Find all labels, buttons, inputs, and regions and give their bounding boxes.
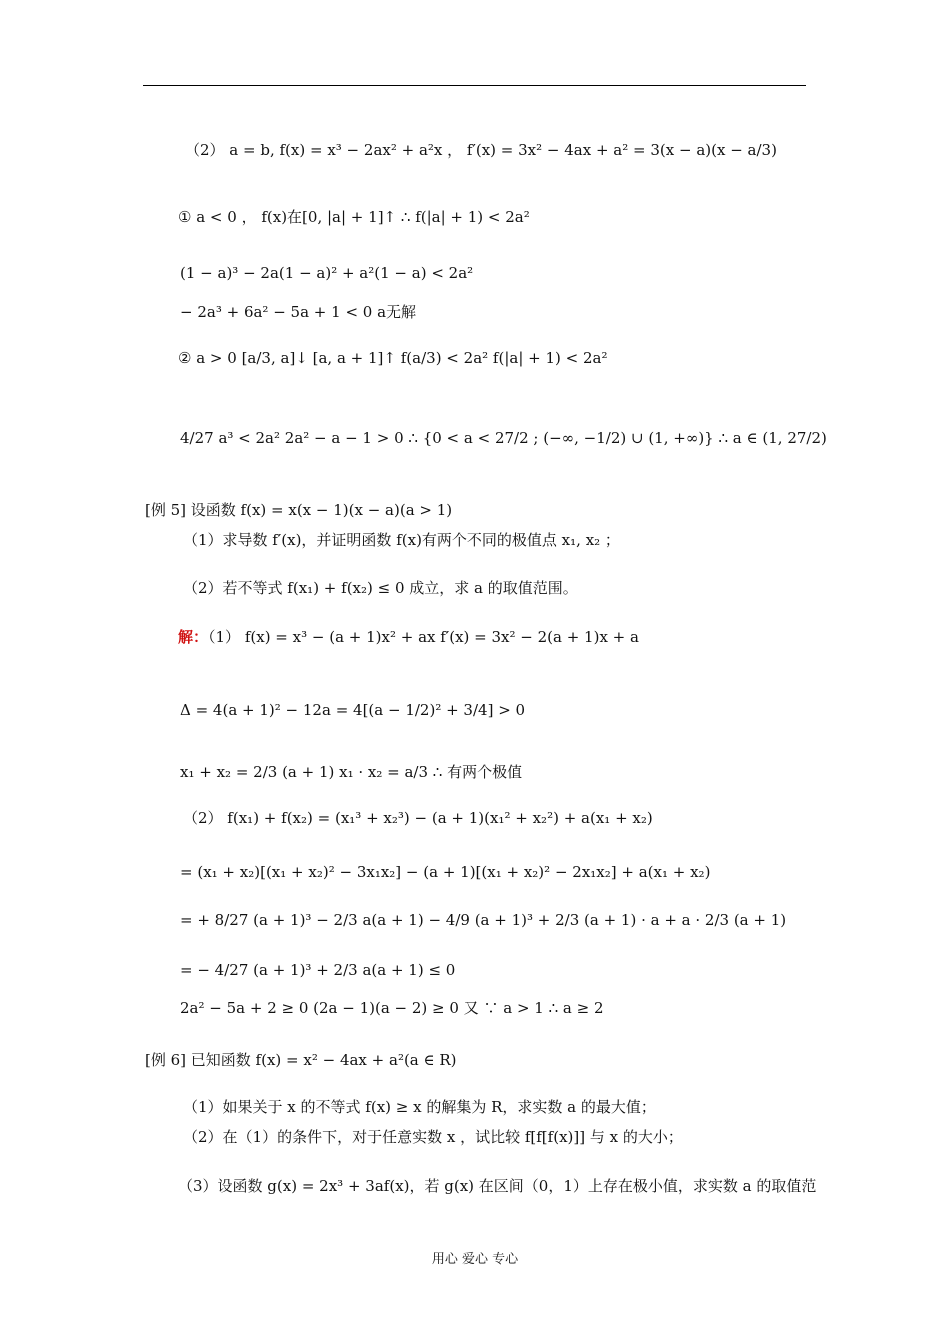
- solution-label: 解：: [178, 628, 209, 646]
- doc-line-text: （2） a = b, f(x) = x³ − 2ax² + a²x ， f′(x) = 3x² − 4ax + a² = 3(x − a)(x − a/3): [185, 141, 777, 159]
- doc-line: [145, 500, 452, 520]
- doc-line: [180, 302, 416, 322]
- doc-line: [145, 1050, 457, 1070]
- doc-line-text: x₁ + x₂ = 2/3 (a + 1) x₁ · x₂ = a/3 ∴ 有两个极值: [180, 763, 523, 781]
- doc-line-text: （1）求导数 f′(x)，并证明函数 f(x)有两个不同的极值点 x₁, x₂ ；: [183, 531, 620, 549]
- doc-line: [183, 1097, 656, 1117]
- doc-line-text: （2） f(x₁) + f(x₂) = (x₁³ + x₂³) − (a + 1)(x₁² + x₂²) + a(x₁ + x₂): [183, 809, 653, 827]
- doc-line: [178, 627, 639, 647]
- doc-line: [178, 207, 530, 227]
- doc-line-text: (1 − a)³ − 2a(1 − a)² + a²(1 − a) < 2a²: [180, 264, 474, 282]
- doc-line-text: = − 4/27 (a + 1)³ + 2/3 a(a + 1) ≤ 0: [180, 961, 456, 979]
- doc-line-text: = + 8/27 (a + 1)³ − 2/3 a(a + 1) − 4/9 (a + 1)³ + 2/3 (a + 1) · a + a · 2/3 (a + 1): [180, 911, 787, 929]
- doc-line: [180, 762, 522, 782]
- doc-line-text: − 2a³ + 6a² − 5a + 1 < 0 a无解: [180, 303, 417, 321]
- doc-line: [178, 348, 607, 368]
- doc-line-text: = (x₁ + x₂)[(x₁ + x₂)² − 3x₁x₂] − (a + 1)[(x₁ + x₂)² − 2x₁x₂] + a(x₁ + x₂): [180, 863, 711, 881]
- doc-line-text: （2）若不等式 f(x₁) + f(x₂) ≤ 0 成立，求 a 的取值范围。: [183, 579, 578, 597]
- doc-line-text: 4/27 a³ < 2a² 2a² − a − 1 > 0 ∴ {0 < a < 27/2 ; (−∞, −1/2) ∪ (1, +∞)} ∴ a ∈ (1, 27/2): [180, 429, 827, 447]
- doc-line: [180, 910, 786, 930]
- doc-line: [180, 998, 604, 1018]
- doc-line-text: ② a > 0 [a/3, a]↓ [a, a + 1]↑ f(a/3) < 2a² f(|a| + 1) < 2a²: [178, 349, 608, 367]
- doc-line-text: [例 5] 设函数 f(x) = x(x − 1)(x − a)(a > 1): [145, 501, 453, 519]
- doc-line: [180, 862, 710, 882]
- doc-line-text: （3）设函数 g(x) = 2x³ + 3af(x)，若 g(x) 在区间（0，1）上存在极小值，求实数 a 的取值范: [178, 1177, 817, 1195]
- doc-line: [183, 1127, 683, 1147]
- doc-line: [178, 1176, 816, 1196]
- doc-line: [180, 263, 473, 283]
- header-rule: [143, 85, 806, 86]
- doc-line: [180, 428, 827, 448]
- doc-line: [183, 808, 653, 828]
- doc-line-text: Δ = 4(a + 1)² − 12a = 4[(a − 1/2)² + 3/4] > 0: [180, 701, 526, 719]
- doc-line-text: （1）如果关于 x 的不等式 f(x) ≥ x 的解集为 R，求实数 a 的最大值；: [183, 1098, 656, 1116]
- doc-line: [180, 700, 525, 720]
- doc-line: [183, 530, 620, 550]
- doc-line: [183, 578, 578, 598]
- doc-line-text: [例 6] 已知函数 f(x) = x² − 4ax + a²(a ∈ R): [145, 1051, 457, 1069]
- doc-line-text: ① a < 0 ， f(x)在[0, |a| + 1]↑ ∴ f(|a| + 1) < 2a²: [178, 208, 530, 226]
- doc-line-text: 2a² − 5a + 2 ≥ 0 (2a − 1)(a − 2) ≥ 0 又 ∵ a > 1 ∴ a ≥ 2: [180, 999, 604, 1017]
- doc-line-text: （1） f(x) = x³ − (a + 1)x² + ax f′(x) = 3x² − 2(a + 1)x + a: [208, 628, 639, 646]
- doc-line: [185, 140, 777, 160]
- doc-line-text: （2）在（1）的条件下，对于任意实数 x ，试比较 f[f[f(x)]] 与 x 的大小；: [183, 1128, 683, 1146]
- page-footer: 用心 爱心 专心: [431, 1252, 519, 1267]
- doc-line: [180, 960, 455, 980]
